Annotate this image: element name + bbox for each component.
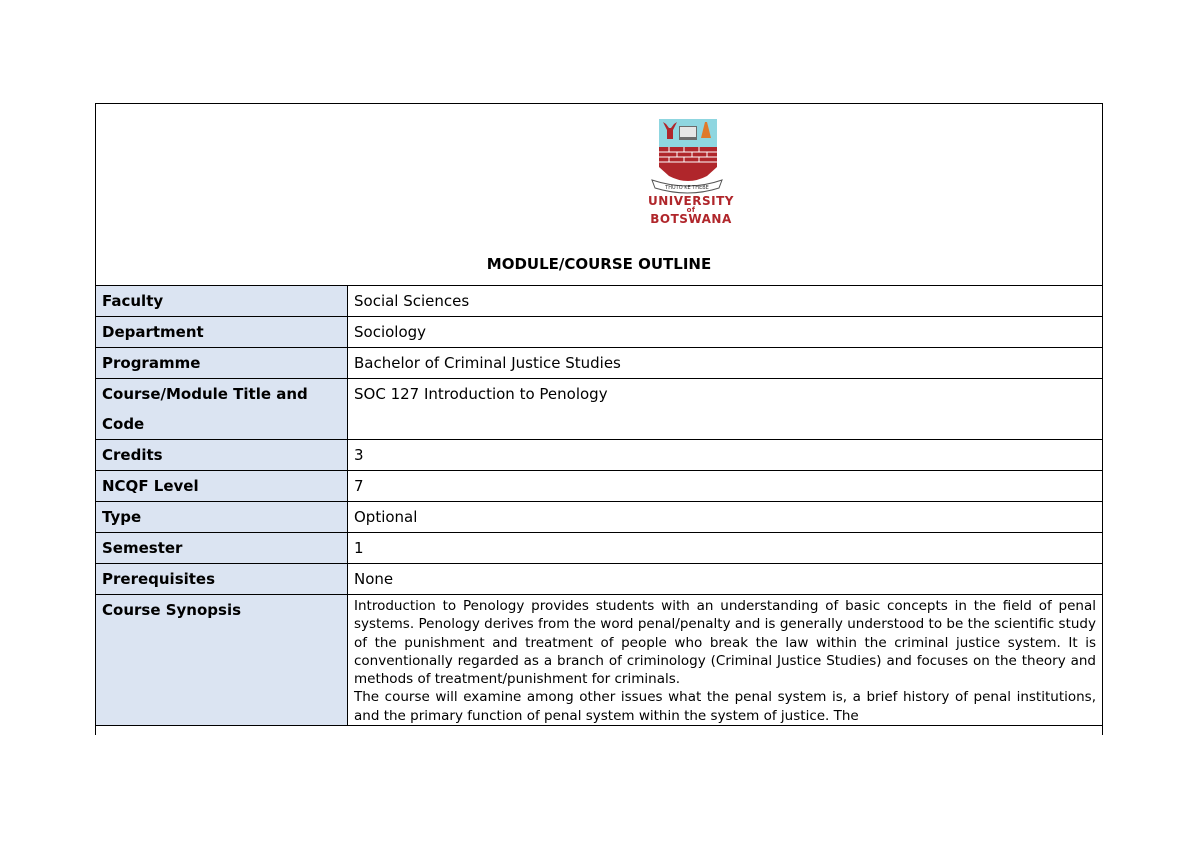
svg-text:THUTO KE THEBE: THUTO KE THEBE <box>665 185 709 191</box>
details-table <box>96 286 1102 726</box>
table-row <box>96 533 1102 564</box>
row-value: Social Sciences <box>348 286 1103 317</box>
row-label: Credits <box>96 440 348 471</box>
university-name <box>596 196 786 225</box>
row-label: Semester <box>96 533 348 564</box>
row-label: Course/Module Title and Code <box>96 379 348 440</box>
course-outline-table <box>95 103 1103 735</box>
row-label: Faculty <box>96 286 348 317</box>
table-row <box>96 471 1102 502</box>
row-value: None <box>348 564 1103 595</box>
table-row <box>96 502 1102 533</box>
row-value: 7 <box>348 471 1103 502</box>
table-row <box>96 440 1102 471</box>
university-name-line1: UNIVERSITY <box>648 194 734 208</box>
table-row <box>96 595 1102 726</box>
table-row <box>96 286 1102 317</box>
table-row <box>96 379 1102 440</box>
row-label: Course Synopsis <box>96 595 348 726</box>
header-cell <box>96 104 1102 286</box>
row-value: Bachelor of Criminal Justice Studies <box>348 348 1103 379</box>
university-name-of: of <box>686 206 696 214</box>
row-value: SOC 127 Introduction to Penology <box>348 379 1103 440</box>
synopsis-paragraph: Introduction to Penology provides students with an understanding of basic concepts in the field of penal systems. Penology derives from the word penal/penalty and is generally understood to be the scientific study of the punishment and treatment of people who break the law within the criminal justice system. It is conventionally regarded as a branch of criminology (Criminal Justice Studies) and focuses on the theory and methods of treatment/punishment for criminals. <box>354 598 1096 688</box>
university-name-line2: BOTSWANA <box>650 212 732 226</box>
synopsis-paragraph: The course will examine among other issues what the penal system is, a brief history of penal institutions, and the primary function of penal system within the system of justice. The <box>354 689 1096 724</box>
row-label: Department <box>96 317 348 348</box>
course-synopsis <box>348 595 1103 726</box>
table-row <box>96 348 1102 379</box>
table-row <box>96 317 1102 348</box>
table-row <box>96 564 1102 595</box>
document-title: MODULE/COURSE OUTLINE <box>486 255 712 273</box>
row-label: Type <box>96 502 348 533</box>
row-label: Prerequisites <box>96 564 348 595</box>
row-value: 1 <box>348 533 1103 564</box>
row-value: Optional <box>348 502 1103 533</box>
row-label: Programme <box>96 348 348 379</box>
row-label: NCQF Level <box>96 471 348 502</box>
row-value: Sociology <box>348 317 1103 348</box>
row-value: 3 <box>348 440 1103 471</box>
